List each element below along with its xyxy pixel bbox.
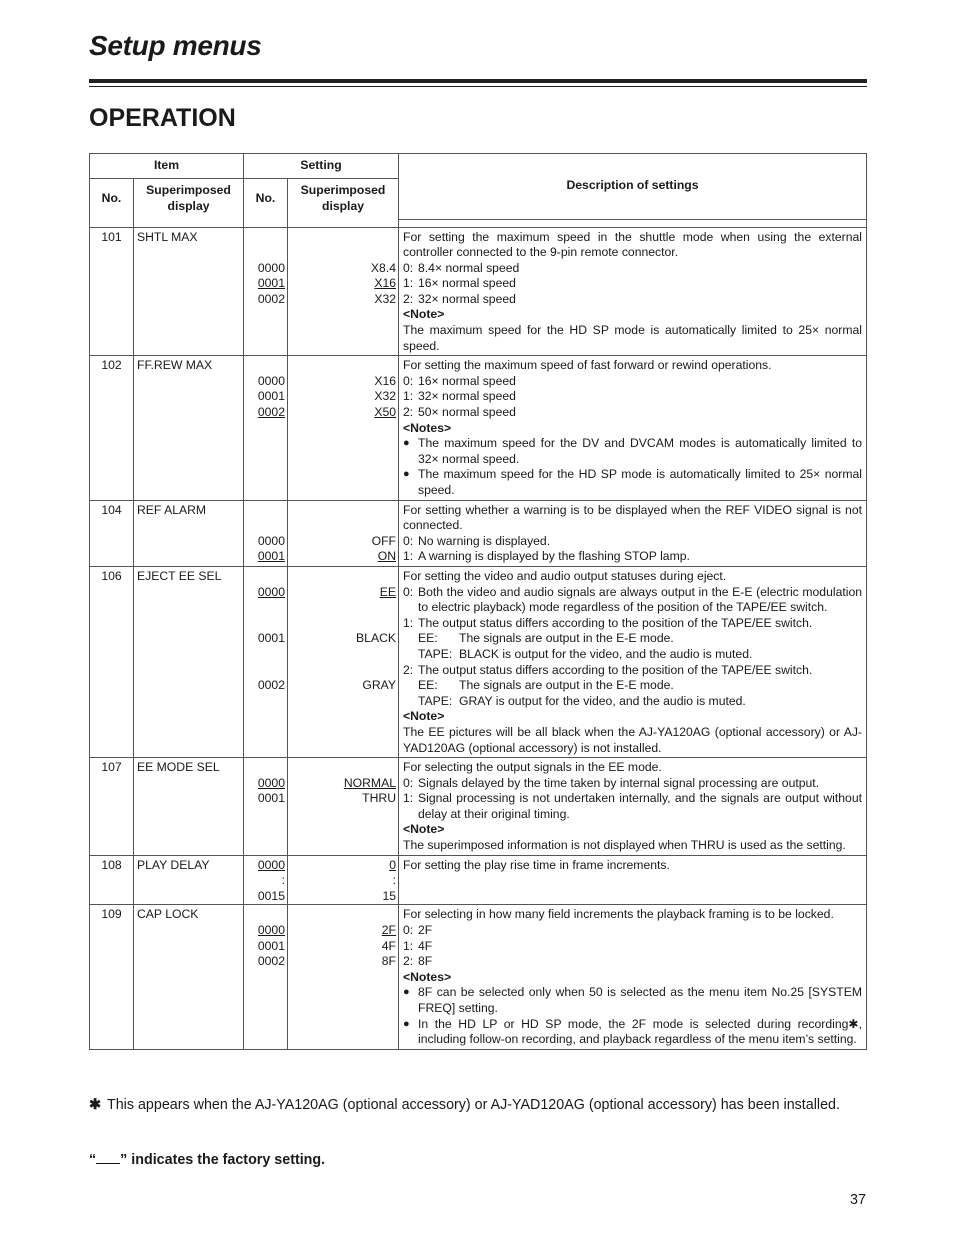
option-text: The output status differs according to the position of the TAPE/EE switch. (418, 662, 813, 677)
option-key: 2: (403, 405, 414, 420)
bullet-icon: ● (403, 468, 410, 481)
item-number: 107 (90, 758, 134, 856)
setting-display: X32 (374, 389, 396, 404)
option-key: 0: (403, 923, 414, 938)
item-display: EJECT EE SEL (134, 566, 244, 757)
setting-display: X16 (374, 276, 396, 291)
option-key: 1: (403, 389, 414, 404)
note-bullet-item (403, 985, 862, 1016)
table-row (90, 356, 867, 500)
option-text: 2F (418, 923, 433, 938)
setting-displays (288, 227, 399, 356)
option-text: 16× normal speed (418, 373, 516, 388)
setting-numbers (244, 356, 288, 500)
description-text: The EE pictures will be all black when the AJ-YA120AG (optional accessory) or AJ-YAD120AG (optional accessory) is not installed. (403, 724, 862, 755)
description (399, 566, 867, 757)
setting-number: 0001 (257, 791, 285, 806)
option-key: 1: (403, 276, 414, 291)
header-item-display: Superimposed display (134, 179, 244, 220)
sub-option-key: EE: (418, 631, 438, 646)
description (399, 500, 867, 566)
note-heading: <Note> (403, 822, 445, 837)
setting-number: 0000 (257, 533, 285, 548)
setting-number (244, 245, 285, 261)
settings-table (89, 153, 867, 1050)
note-bullet-item (403, 1017, 862, 1048)
option-text: 8.4× normal speed (418, 260, 520, 275)
setting-displays (288, 758, 399, 856)
note-heading: <Note> (403, 307, 445, 322)
setting-display: 15 (382, 888, 396, 903)
note-bullet-item (403, 436, 862, 467)
option-text: Signal processing is not undertaken internally, and the signals are output without delay at their original timing. (418, 791, 862, 821)
setting-numbers (244, 855, 288, 905)
item-display: SHTL MAX (134, 227, 244, 356)
setting-display: X50 (374, 405, 396, 420)
setting-number: 0001 (257, 631, 285, 646)
option-item (403, 954, 862, 970)
setting-display: NORMAL (343, 775, 396, 790)
option-text: No warning is displayed. (418, 533, 551, 548)
setting-number (244, 518, 285, 534)
option-item (403, 549, 862, 565)
option-text: 32× normal speed (418, 389, 516, 404)
setting-number: 0001 (257, 389, 285, 404)
title-rule-thin (89, 86, 867, 87)
bullet-text: The maximum speed for the DV and DVCAM modes is automatically limited to 32× normal speed. (418, 436, 862, 466)
sub-option-item (403, 647, 862, 663)
setting-display: EE (379, 584, 396, 599)
legend-open-quote: “ (89, 1152, 97, 1168)
item-display: REF ALARM (134, 500, 244, 566)
page-number: 37 (850, 1192, 866, 1208)
setting-number: 0002 (257, 291, 285, 306)
setting-number: 0000 (257, 373, 285, 388)
sub-option-key: TAPE: (418, 646, 453, 661)
option-text: A warning is displayed by the flashing STOP lamp. (418, 549, 690, 564)
table-row (90, 500, 867, 566)
bullet-text: In the HD LP or HD SP mode, the 2F mode is selected during recording✱, including follow-on recording, and playback regardless of the menu item’s setting. (418, 1016, 862, 1047)
sub-option-item (403, 694, 862, 710)
setting-display: 4F (381, 938, 396, 953)
option-key: 2: (403, 291, 414, 306)
setting-number (244, 600, 285, 616)
setting-number (244, 569, 285, 585)
bullet-icon: ● (403, 1017, 410, 1030)
setting-numbers (244, 566, 288, 757)
setting-number: 0002 (257, 954, 285, 969)
option-key: 1: (403, 938, 414, 953)
option-text: 32× normal speed (418, 291, 516, 306)
setting-displays (288, 566, 399, 757)
header-setting-no: No. (244, 179, 288, 220)
header-setting-display: Superimposed display (288, 179, 399, 220)
description-text: For selecting in how many field increments the playback framing is to be locked. (403, 907, 834, 922)
setting-number (244, 647, 285, 663)
description (399, 855, 867, 905)
description (399, 356, 867, 500)
setting-display: THRU (362, 791, 396, 806)
option-item (403, 776, 862, 792)
setting-display: : (392, 873, 396, 888)
item-display: EE MODE SEL (134, 758, 244, 856)
section-heading: OPERATION (89, 104, 236, 132)
setting-number (244, 230, 285, 246)
setting-number: : (281, 873, 285, 888)
setting-number: 0002 (257, 678, 285, 693)
setting-numbers (244, 227, 288, 356)
sub-option-text: BLACK is output for the video, and the audio is muted. (459, 646, 753, 661)
item-number: 101 (90, 227, 134, 356)
sub-option-item (403, 678, 862, 694)
factory-setting-legend (89, 1150, 325, 1168)
setting-number (244, 907, 285, 923)
setting-number: 0000 (257, 857, 285, 872)
setting-display: 8F (381, 954, 396, 969)
setting-numbers (244, 500, 288, 566)
setting-display: X32 (374, 291, 396, 306)
setting-number: 0000 (257, 923, 285, 938)
setting-display: BLACK (356, 631, 396, 646)
setting-number (244, 358, 285, 374)
bullet-icon: ● (403, 986, 410, 999)
option-item (403, 261, 862, 277)
description-text: For setting the video and audio output statuses during eject. (403, 568, 727, 583)
header-item: Item (90, 154, 244, 179)
setting-number (244, 503, 285, 519)
header-item-no: No. (90, 179, 134, 220)
setting-number: 0000 (257, 584, 285, 599)
setting-number (244, 760, 285, 776)
description (399, 758, 867, 856)
description-text: For setting the play rise time in frame increments. (403, 857, 670, 872)
option-text: 8F (418, 954, 433, 969)
header-description: Description of settings (399, 154, 867, 220)
description-text: The superimposed information is not displayed when THRU is used as the setting. (403, 838, 846, 853)
option-item (403, 389, 862, 405)
description (399, 227, 867, 356)
option-item (403, 405, 862, 421)
description-text: The maximum speed for the HD SP mode is automatically limited to 25× normal speed. (403, 323, 862, 353)
option-item (403, 663, 862, 679)
bullet-icon: ● (403, 437, 410, 450)
option-item (403, 616, 862, 632)
setting-number: 0001 (257, 276, 285, 291)
description-text: For selecting the output signals in the EE mode. (403, 760, 662, 775)
option-key: 2: (403, 954, 414, 969)
option-item (403, 374, 862, 390)
legend-text: ” indicates the factory setting. (120, 1152, 326, 1168)
description-text: For setting whether a warning is to be displayed when the REF VIDEO signal is not connected. (403, 502, 862, 533)
option-key: 0: (403, 260, 414, 275)
description-text: For setting the maximum speed in the shuttle mode when using the external controller connected to the 9-pin remote connector. (403, 229, 862, 260)
setting-display: ON (377, 549, 396, 564)
sub-option-item (403, 631, 862, 647)
table-row (90, 227, 867, 356)
option-key: 2: (403, 662, 414, 677)
setting-display: GRAY (362, 678, 396, 693)
note-heading: <Notes> (403, 969, 452, 984)
sub-option-key: EE: (418, 678, 438, 693)
setting-displays (288, 500, 399, 566)
title-rule-thick (89, 79, 867, 83)
description (399, 905, 867, 1049)
option-key: 0: (403, 373, 414, 388)
option-text: 16× normal speed (418, 276, 516, 291)
option-key: 1: (403, 791, 414, 806)
table-row (90, 758, 867, 856)
option-key: 1: (403, 549, 414, 564)
item-number: 106 (90, 566, 134, 757)
option-key: 0: (403, 584, 414, 599)
setting-number: 0000 (257, 775, 285, 790)
option-text: Signals delayed by the time taken by internal signal processing are output. (418, 775, 820, 790)
setting-numbers (244, 758, 288, 856)
option-text: 50× normal speed (418, 405, 516, 420)
sub-option-text: The signals are output in the E-E mode. (459, 631, 674, 646)
setting-display: 2F (381, 923, 396, 938)
setting-number: 0000 (257, 260, 285, 275)
option-item (403, 791, 862, 822)
option-item (403, 923, 862, 939)
setting-display: OFF (371, 533, 396, 548)
item-number: 109 (90, 905, 134, 1049)
option-item (403, 585, 862, 616)
item-number: 108 (90, 855, 134, 905)
note-heading: <Note> (403, 709, 445, 724)
setting-display: 0 (389, 857, 396, 872)
setting-number: 0015 (257, 888, 285, 903)
option-item (403, 276, 862, 292)
setting-number: 0001 (257, 938, 285, 953)
setting-number (244, 616, 285, 632)
setting-display: X8.4 (370, 260, 396, 275)
footnote (89, 1096, 867, 1114)
sub-option-text: GRAY is output for the video, and the audio is muted. (459, 693, 746, 708)
footnote-text: This appears when the AJ-YA120AG (optional accessory) or AJ-YAD120AG (optional accessory) has been installed. (107, 1097, 840, 1113)
note-bullet-item (403, 467, 862, 498)
option-item (403, 534, 862, 550)
setting-number (244, 663, 285, 679)
setting-number: 0001 (257, 549, 285, 564)
asterisk-icon: ✱ (89, 1097, 101, 1113)
setting-numbers (244, 905, 288, 1049)
option-key: 0: (403, 533, 414, 548)
page-title: Setup menus (89, 30, 262, 61)
item-display: CAP LOCK (134, 905, 244, 1049)
item-number: 102 (90, 356, 134, 500)
header-setting: Setting (244, 154, 399, 179)
bullet-text: The maximum speed for the HD SP mode is automatically limited to 25× normal speed. (418, 467, 862, 497)
sub-option-key: TAPE: (418, 693, 453, 708)
item-display: FF.REW MAX (134, 356, 244, 500)
item-display: PLAY DELAY (134, 855, 244, 905)
option-item (403, 939, 862, 955)
setting-displays (288, 855, 399, 905)
setting-display: X16 (374, 373, 396, 388)
setting-displays (288, 356, 399, 500)
note-heading: <Notes> (403, 420, 452, 435)
option-key: 0: (403, 775, 414, 790)
item-number: 104 (90, 500, 134, 566)
underline-sample (96, 1150, 120, 1164)
option-text: 4F (418, 938, 433, 953)
sub-option-text: The signals are output in the E-E mode. (459, 678, 674, 693)
bullet-text: 8F can be selected only when 50 is selected as the menu item No.25 [SYSTEM FREQ] setting. (418, 985, 862, 1015)
option-text: Both the video and audio signals are always output in the E-E (electric modulation to electric playback) mode regardless of the position of the TAPE/EE switch. (418, 584, 862, 615)
option-text: The output status differs according to the position of the TAPE/EE switch. (418, 615, 813, 630)
table-row (90, 566, 867, 757)
setting-number: 0002 (257, 405, 285, 420)
option-item (403, 292, 862, 308)
description-text: For setting the maximum speed of fast forward or rewind operations. (403, 358, 772, 373)
setting-displays (288, 905, 399, 1049)
table-row (90, 905, 867, 1049)
table-row (90, 855, 867, 905)
option-key: 1: (403, 615, 414, 630)
